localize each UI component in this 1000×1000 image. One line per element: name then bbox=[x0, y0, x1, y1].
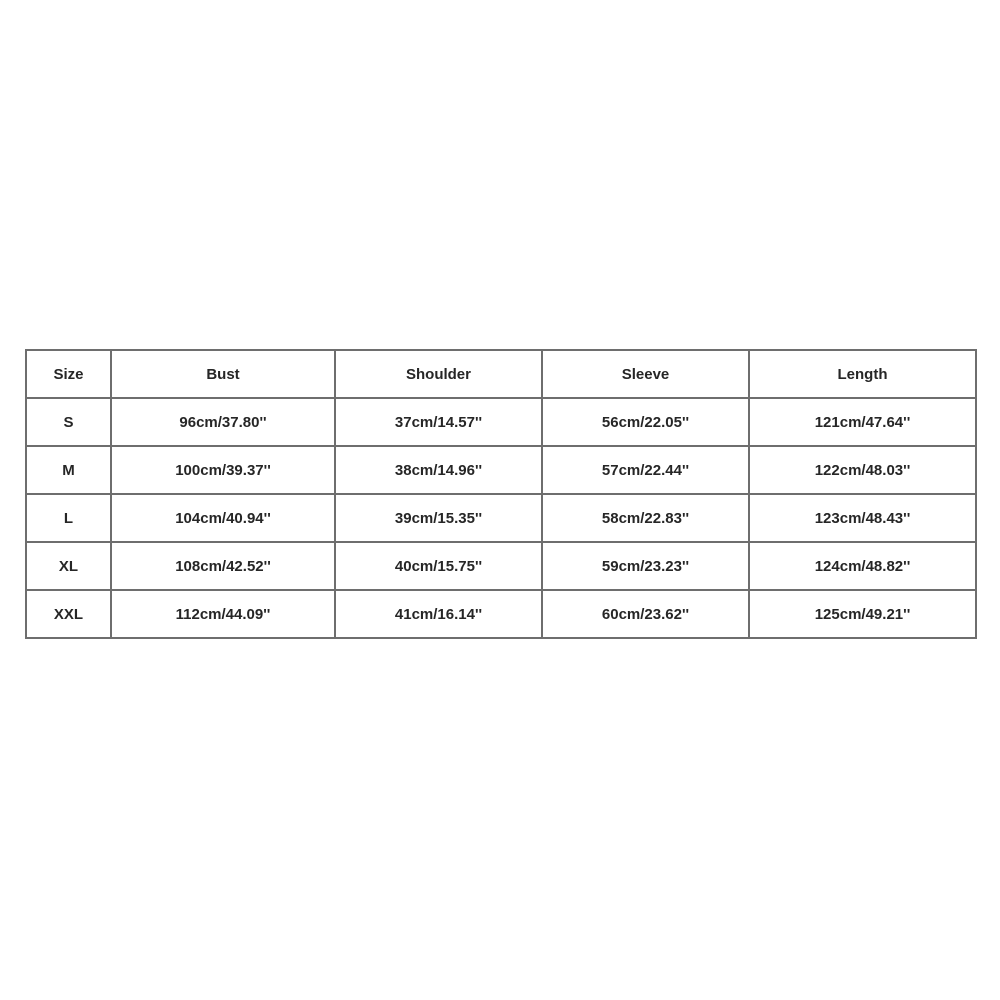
cell-size: XXL bbox=[26, 590, 111, 638]
table-row bbox=[26, 590, 976, 638]
cell-sleeve: 57cm/22.44'' bbox=[542, 446, 749, 494]
header-bust: Bust bbox=[111, 350, 335, 398]
header-length: Length bbox=[749, 350, 976, 398]
table-row bbox=[26, 398, 976, 446]
header-size: Size bbox=[26, 350, 111, 398]
cell-sleeve: 60cm/23.62'' bbox=[542, 590, 749, 638]
cell-bust: 112cm/44.09'' bbox=[111, 590, 335, 638]
cell-sleeve: 59cm/23.23'' bbox=[542, 542, 749, 590]
cell-shoulder: 40cm/15.75'' bbox=[335, 542, 542, 590]
table-row bbox=[26, 446, 976, 494]
cell-shoulder: 37cm/14.57'' bbox=[335, 398, 542, 446]
cell-size: M bbox=[26, 446, 111, 494]
table-row bbox=[26, 494, 976, 542]
cell-shoulder: 38cm/14.96'' bbox=[335, 446, 542, 494]
cell-size: XL bbox=[26, 542, 111, 590]
cell-sleeve: 58cm/22.83'' bbox=[542, 494, 749, 542]
cell-shoulder: 41cm/16.14'' bbox=[335, 590, 542, 638]
cell-size: L bbox=[26, 494, 111, 542]
cell-length: 121cm/47.64'' bbox=[749, 398, 976, 446]
header-sleeve: Sleeve bbox=[542, 350, 749, 398]
table-header-row bbox=[26, 350, 976, 398]
cell-length: 123cm/48.43'' bbox=[749, 494, 976, 542]
cell-length: 122cm/48.03'' bbox=[749, 446, 976, 494]
cell-size: S bbox=[26, 398, 111, 446]
table-row bbox=[26, 542, 976, 590]
size-chart-table bbox=[25, 349, 977, 639]
cell-bust: 100cm/39.37'' bbox=[111, 446, 335, 494]
cell-bust: 108cm/42.52'' bbox=[111, 542, 335, 590]
header-shoulder: Shoulder bbox=[335, 350, 542, 398]
cell-length: 124cm/48.82'' bbox=[749, 542, 976, 590]
cell-bust: 104cm/40.94'' bbox=[111, 494, 335, 542]
cell-shoulder: 39cm/15.35'' bbox=[335, 494, 542, 542]
cell-sleeve: 56cm/22.05'' bbox=[542, 398, 749, 446]
cell-bust: 96cm/37.80'' bbox=[111, 398, 335, 446]
cell-length: 125cm/49.21'' bbox=[749, 590, 976, 638]
